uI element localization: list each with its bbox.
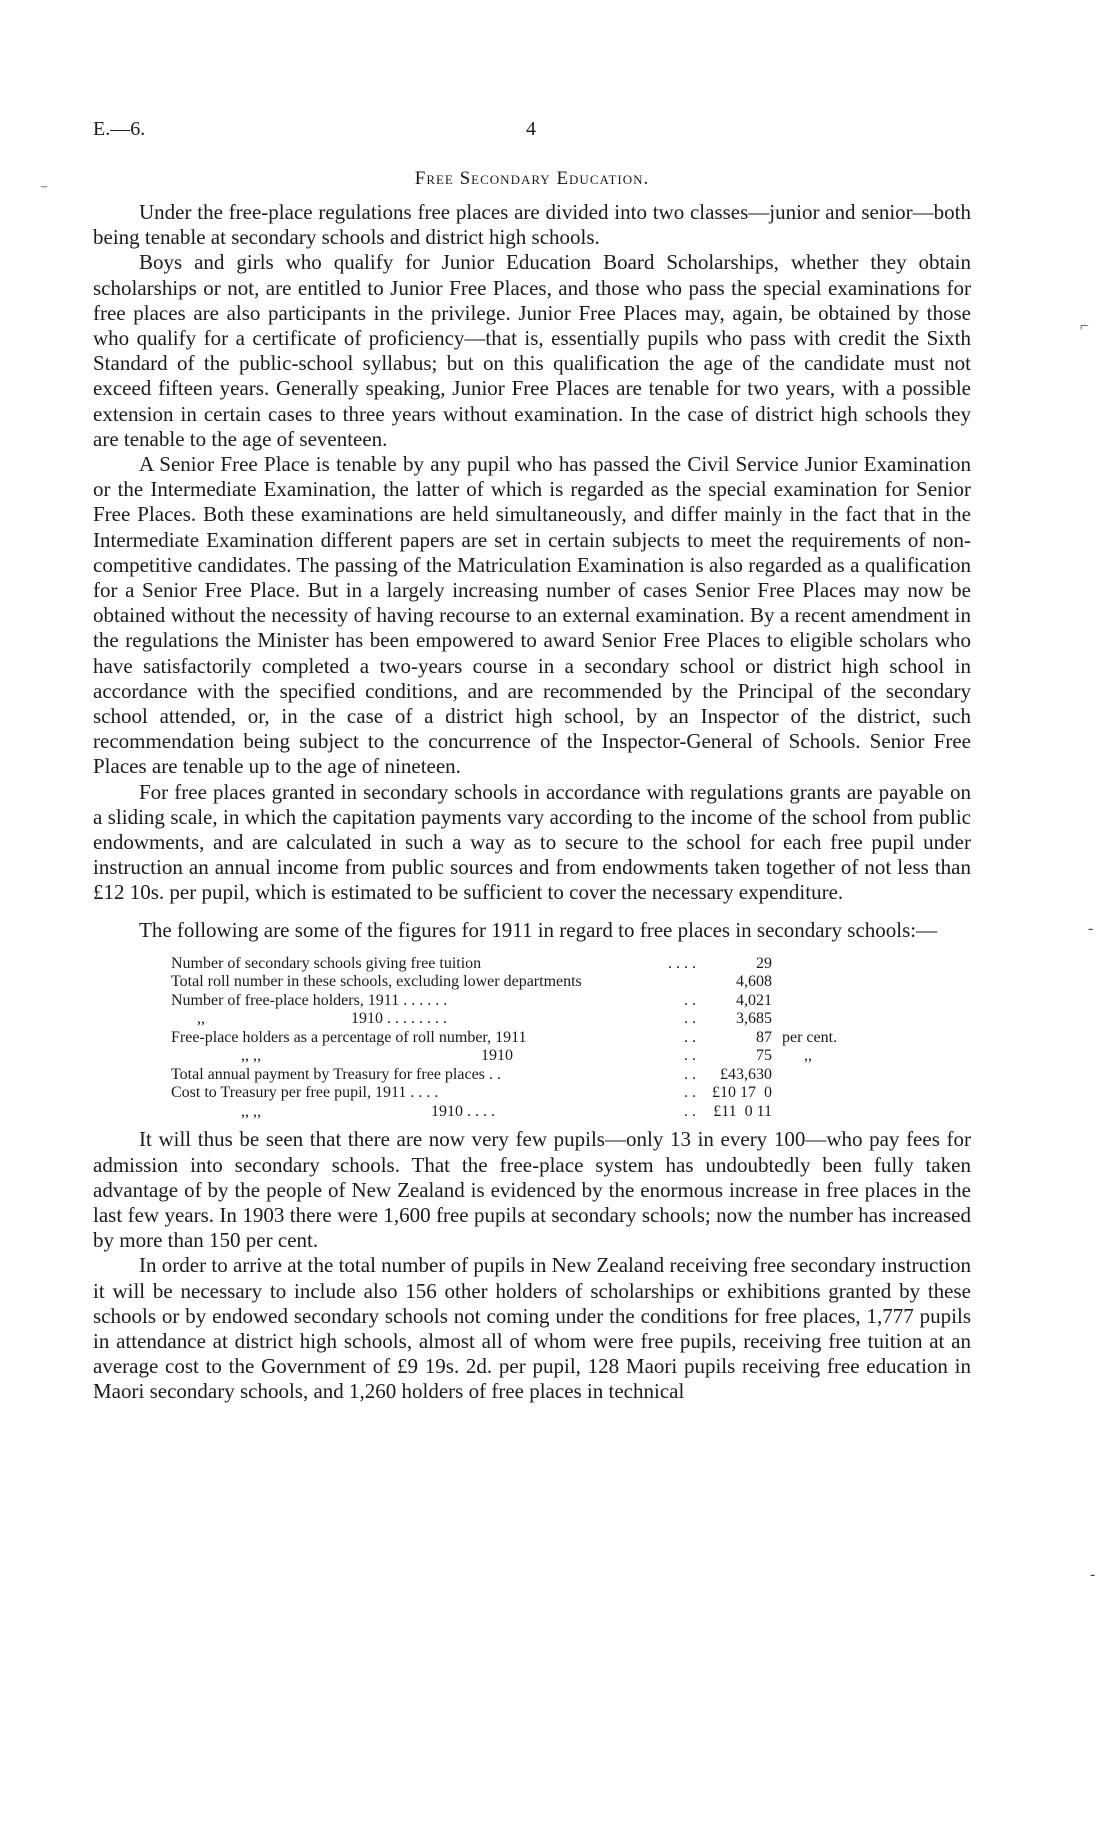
figures-table — [171, 955, 884, 1122]
paragraph: Under the free-place regulations free places are divided into two classes—junior and senior—both being tenable at secondary schools and district high schools. — [93, 200, 971, 250]
row-unit — [782, 1066, 884, 1085]
row-unit — [782, 992, 884, 1011]
paragraph: Boys and girls who qualify for Junior Education Board Scholarships, whether they obtain scholarships or not, are entitled to Junior Free Places, and those who pass the special examinations for free places are also participants in the privilege. Junior Free Places may, again, be obtained by those who qualify for a certificate of proficiency—that is, essentially pupils who pass with credit the Sixth Standard of the public-school syllabus; but on this qualification the age of the candidate must not exceed fifteen years. Generally speaking, Junior Free Places are tenable for two years, with a possible extension in certain cases to three years without examination. In the case of district high schools they are tenable to the age of seventeen. — [93, 250, 971, 451]
margin-mark: ⌐ — [1080, 318, 1090, 335]
row-value: £11 0 11 — [713, 1102, 772, 1120]
leader-dots: . . — [684, 1102, 696, 1120]
leader-dots: . . — [684, 1010, 696, 1028]
paragraph: It will thus be seen that there are now very few pupils—only 13 in every 100—who pay fees for admission into secondary schools. That the free-place system has undoubtedly been fully taken advantage of by the people of New Zealand is evidenced by the enormous increase in free places in the last few years. In 1903 there were 1,600 free pupils at secondary schools; now the number has increased by more than 150 per cent. — [93, 1127, 971, 1253]
paragraph: A Senior Free Place is tenable by any pupil who has passed the Civil Service Junior Examination or the Intermediate Examination, the latter of which is regarded as the special examination for Senior Free Places. Both these examinations are held simultaneously, and differ mainly in the fact that in the Intermediate Examination different papers are set in certain subjects to meet the requirements of non-competitive candidates. The passing of the Matriculation Examination is also regarded as a qualification for a Senior Free Place. But in a largely increasing number of cases Senior Free Places may now be obtained without the necessity of having recourse to an external examination. By a recent amendment in the regulations the Minister has been empowered to award Senior Free Places to eligible scholars who have satisfactorily completed a two-years course in a secondary school or district high school in accordance with the specified conditions, and are recommended by the Principal of the secondary school attended, or, in the case of a district high school, by an Inspector of the district, such recommendation being subject to the concurrence of the Inspector-General of Schools. Senior Free Places are tenable up to the age of nineteen. — [93, 452, 971, 779]
leader-dots: . . — [684, 1047, 696, 1065]
body-text — [93, 200, 971, 1405]
leader-dots: . . — [684, 1065, 696, 1083]
row-label — [171, 1047, 641, 1066]
row-value: £43,630 — [720, 1065, 772, 1083]
row-unit: ,, — [804, 1047, 812, 1065]
row-sublabel: 1910 — [481, 1047, 513, 1065]
row-label: Free-place holders as a percentage of roll number, 1911 — [171, 1028, 527, 1046]
table-row — [171, 1029, 884, 1048]
row-label: Cost to Treasury per free pupil, 1911 . . . . — [171, 1084, 439, 1102]
table-row — [171, 992, 884, 1011]
row-unit — [782, 1084, 884, 1103]
row-label: Number of secondary schools giving free tuition — [171, 954, 482, 972]
row-value: 4,608 — [736, 973, 772, 991]
table-row — [171, 1084, 884, 1103]
row-value: 75 — [756, 1047, 772, 1065]
row-value: £10 17 0 — [712, 1084, 772, 1102]
ditto-mark: ,, — [197, 1010, 205, 1028]
row-sublabel: 1910 . . . . — [431, 1102, 495, 1120]
row-value: 3,685 — [736, 1010, 772, 1028]
table-row — [171, 1010, 884, 1029]
page-number: 4 — [526, 118, 536, 140]
leader-dots: . . . . — [668, 954, 696, 972]
table-row — [171, 973, 884, 992]
margin-mark: ‐ — [1090, 1566, 1096, 1583]
row-label: Total annual payment by Treasury for free places . . — [171, 1065, 501, 1083]
leader-dots: . . — [684, 1084, 696, 1102]
row-label — [171, 1103, 641, 1122]
document-reference: E.—6. — [93, 118, 146, 140]
table-row — [171, 955, 884, 974]
table-row — [171, 1047, 884, 1066]
paragraph: In order to arrive at the total number of pupils in New Zealand receiving free secondary instruction it will be necessary to include also 156 other holders of scholarships or exhibitions granted by these schools or by endowed secondary schools not coming under the conditions for free places, 1,777 pupils in attendance at district high schools, almost all of whom were free pupils, receiving free tuition at an average cost to the Government of £9 19s. 2d. per pupil, 128 Maori pupils receiving free education in Maori secondary schools, and 1,260 holders of free places in technical — [93, 1253, 971, 1404]
row-label: Total roll number in these schools, excluding lower departments — [171, 973, 582, 991]
leader-dots: . . — [684, 991, 696, 1009]
row-unit — [782, 973, 884, 992]
row-unit — [782, 1010, 884, 1029]
section-title: Free Secondary Education. — [414, 168, 650, 189]
table-row — [171, 1103, 884, 1122]
table-row — [171, 1066, 884, 1085]
margin-mark: ⁻ — [40, 182, 49, 199]
margin-mark: ‐ — [1088, 920, 1094, 937]
ditto-mark: ,, ,, — [241, 1047, 261, 1065]
row-value: 4,021 — [736, 991, 772, 1009]
ditto-mark: ,, ,, — [241, 1102, 261, 1120]
row-sublabel: 1910 . . . . . . . . — [351, 1010, 447, 1028]
row-unit — [782, 1103, 884, 1122]
row-label — [171, 1010, 641, 1029]
row-unit — [782, 955, 884, 974]
paragraph: The following are some of the figures for 1911 in regard to free places in secondary schools:— — [139, 917, 938, 942]
row-unit: per cent. — [782, 1028, 838, 1046]
leader-dots: . . — [684, 1028, 696, 1046]
paragraph: For free places granted in secondary schools in accordance with regulations grants are payable on a sliding scale, in which the capitation payments vary according to the income of the school from public endowments, and are calculated in such a way as to secure to the school for each free pupil under instruction an annual income from public sources and from endowments taken together of not less than £12 10s. per pupil, which is estimated to be sufficient to cover the necessary expenditure. — [93, 779, 971, 905]
row-label: Number of free-place holders, 1911 . . . . . . — [171, 991, 448, 1009]
row-value: 87 — [756, 1028, 772, 1046]
row-value: 29 — [756, 954, 772, 972]
